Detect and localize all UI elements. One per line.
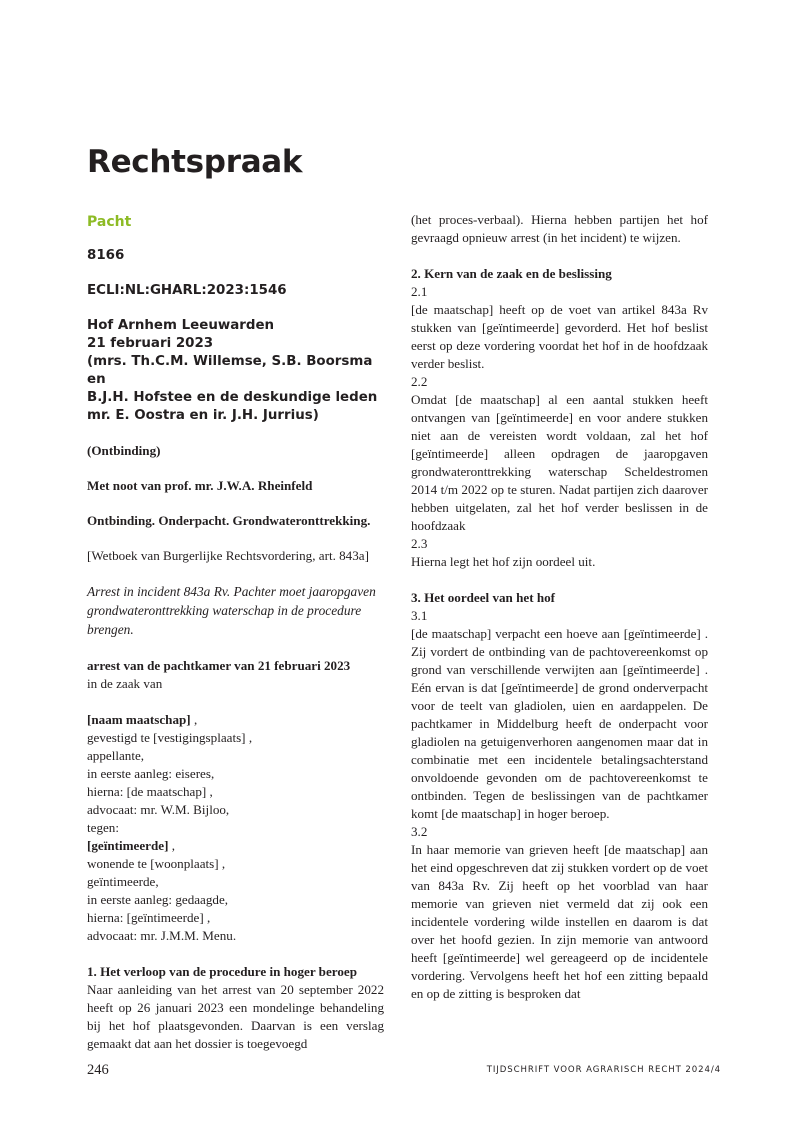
court-line: 21 februari 2023 [87, 336, 214, 351]
party2-line: in eerste aanleg: gedaagde, [87, 892, 229, 907]
party1-name: [naam maatschap] [87, 712, 191, 727]
party1-heading [87, 711, 384, 729]
party1-line: tegen: [87, 820, 119, 835]
paragraph-number: 2.3 [411, 536, 428, 551]
party2-name: [geïntimeerde] [87, 838, 169, 853]
party1-suffix: , [190, 712, 198, 727]
party1-line: in eerste aanleg: eiseres, [87, 766, 215, 781]
party1-line: hierna: [de maatschap] , [87, 784, 213, 799]
paragraph-text: [de maatschap] heeft op de voet van artikel 843a Rv stukken van [geïntimeerde] gevorderd. Het hof beslist eerst op deze vordering voordat het hof in de hoofdzaak verder beslist. [411, 302, 708, 371]
court-line: B.J.H. Hofstee en de deskundige leden [87, 390, 378, 405]
paragraph-number: 2.1 [411, 284, 428, 299]
party2-line: geïntimeerde, [87, 874, 159, 889]
summary-line: Arrest in incident 843a Rv. Pachter moet jaaropgaven [87, 584, 376, 599]
party2-line: advocaat: mr. J.M.M. Menu. [87, 928, 237, 943]
paragraph-text: [de maatschap] verpacht een hoeve aan [geïntimeerde] . Zij vordert de ontbinding van de pachtovereenkomst op grond van verschillende verwijten aan [geïntimeerde] . Eén ervan is dat [geïntimeerde] de grond onderverpacht voor de teelt van gladiolen, uien en aardappelen. De pachtkamer in Middelburg heeft de onderpacht voor gladiolen na getuigenverhoren aangenomen maar dat in combinatie met een incidentele betalingsachterstand onvoldoende gevonden om de pachtovereenkomst te ontbinden. Tegen de beslissingen van de pachtkamer komt [de maatschap] in hoger beroep. [411, 626, 708, 821]
section1-text: Naar aanleiding van het arrest van 20 september 2022 heeft op 26 januari 2023 een mondelinge behandeling bij het hof plaatsgevonden. Daarvan is een verslag gemaakt dat aan het dossier is toegevoegd [87, 982, 384, 1051]
left-column [87, 211, 384, 1053]
page-title: Rechtspraak [87, 144, 303, 180]
court-info [87, 317, 384, 425]
party2-line: hierna: [geïntimeerde] , [87, 910, 211, 925]
paragraph-number: 3.2 [411, 824, 428, 839]
section2-heading: 2. Kern van de zaak en de beslissing [411, 266, 612, 281]
parties-block [87, 711, 384, 945]
ecli-number: ECLI:NL:GHARL:2023:1546 [87, 283, 287, 298]
paragraph-number: 2.2 [411, 374, 428, 389]
section3-heading: 3. Het oordeel van het hof [411, 590, 556, 605]
case-summary [87, 582, 384, 639]
party1-line: appellante, [87, 748, 145, 763]
summary-line: grondwateronttrekking waterschap in de procedure brengen. [87, 603, 362, 637]
paragraph-text: In haar memorie van grieven heeft [de maatschap] aan het eind opgeschreven dat zij stukken vordert op de voet van 843a Rv. Zij heeft op het voorblad van haar memorie van grieven niet vermeld dat zij ook een incidentele vordering wilde instellen en daarom is dat over het hoofd gezien. In zijn memorie van antwoord heeft [geïntimeerde] wel gereageerd op de incidentele vordering. Vervolgens heeft het hof een zitting bepaald en op de zitting is besproken dat [411, 842, 708, 1001]
arrest-subtitle: in de zaak van [87, 676, 163, 691]
paragraph-number: 3.1 [411, 608, 428, 623]
party1-line: advocaat: mr. W.M. Bijloo, [87, 802, 230, 817]
party2-heading [87, 837, 384, 855]
paragraph-text: Omdat [de maatschap] al een aantal stukken heeft ontvangen van [geïntimeerde] en voor andere stukken niet aan de vereisten wordt voldaan, zal het hof [geïntimeerde] alleen opdragen de jaaropgaven grondwateronttrekking waterschap Scheldestromen 2014 t/m 2022 op te sturen. Nadat partijen zich daarover hebben uitgelaten, zal het hof verder beslissen in de hoofdzaak [411, 392, 708, 533]
law-reference: [Wetboek van Burgerlijke Rechtsvordering, art. 843a] [87, 548, 369, 563]
journal-title: TIJDSCHRIFT VOOR AGRARISCH RECHT 2024/4 [486, 1065, 721, 1075]
arrest-title: arrest van de pachtkamer van 21 februari 2023 [87, 658, 351, 673]
page-number: 246 [87, 1062, 109, 1078]
court-line: (mrs. Th.C.M. Willemse, S.B. Boorsma en [87, 354, 373, 387]
party2-line: wonende te [woonplaats] , [87, 856, 226, 871]
paragraph-text: Hierna legt het hof zijn oordeel uit. [411, 554, 596, 569]
keywords: Ontbinding. Onderpacht. Grondwateronttrekking. [87, 513, 371, 528]
party1-line: gevestigd te [vestigingsplaats] , [87, 730, 253, 745]
right-column [411, 211, 708, 1003]
court-line: mr. E. Oostra en ir. J.H. Jurrius) [87, 408, 319, 423]
case-type: (Ontbinding) [87, 443, 161, 458]
section1-heading: 1. Het verloop van de procedure in hoger beroep [87, 964, 357, 979]
court-line: Hof Arnhem Leeuwarden [87, 318, 275, 333]
section1-continued: (het proces-verbaal). Hierna hebben partijen het hof gevraagd opnieuw arrest (in het incident) te wijzen. [411, 212, 708, 245]
category-label: Pacht [87, 214, 132, 230]
case-number: 8166 [87, 248, 125, 263]
party2-suffix: , [168, 838, 175, 853]
annotation-note: Met noot van prof. mr. J.W.A. Rheinfeld [87, 478, 313, 493]
